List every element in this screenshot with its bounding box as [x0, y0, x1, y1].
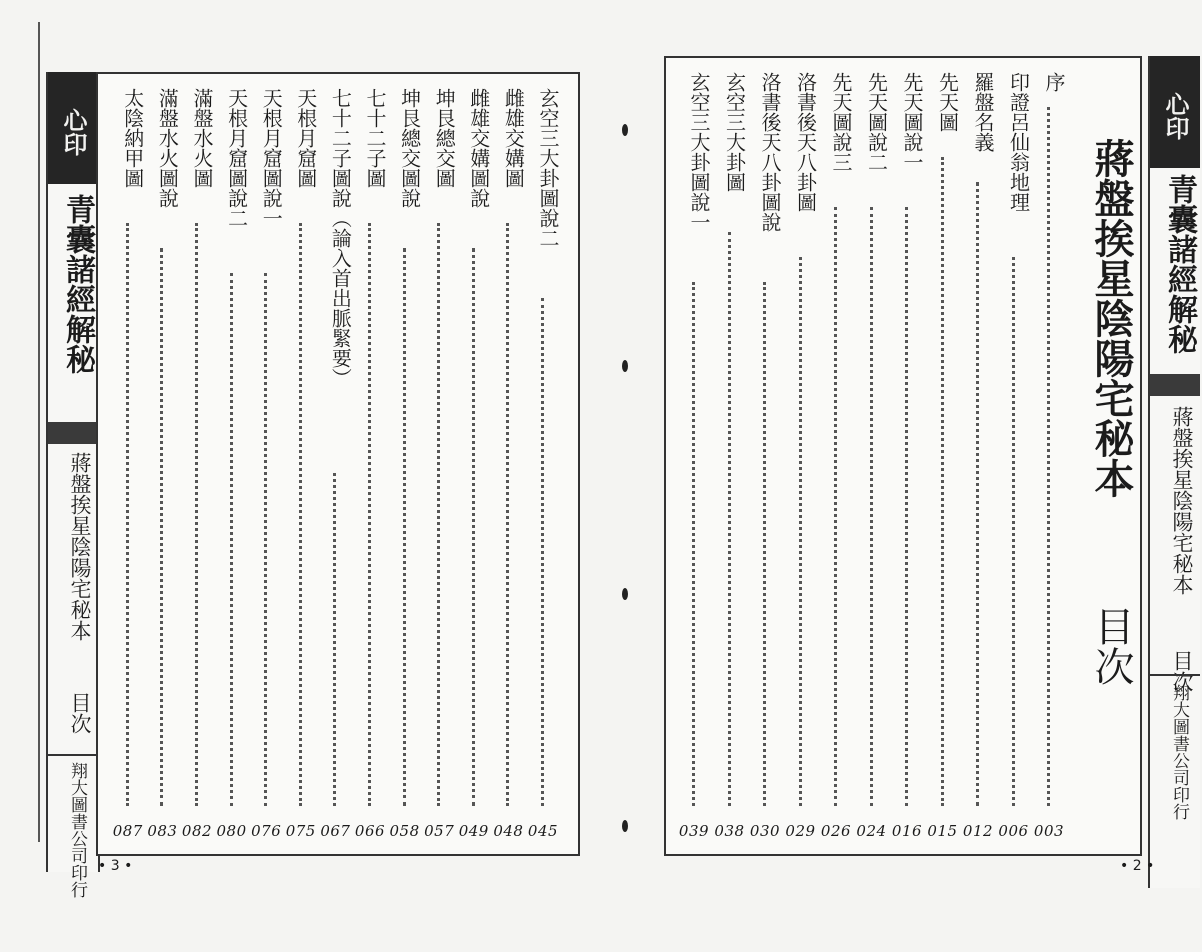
- toc-page-number: 057: [424, 822, 455, 840]
- toc-leader-dots: [403, 248, 406, 806]
- divider-bar: [48, 422, 98, 444]
- toc-entry-title: 先天圖說一: [900, 72, 924, 172]
- logo-block: [48, 72, 98, 184]
- toc-entry-title: 羅盤名義: [971, 72, 995, 152]
- binding-hole: [622, 820, 628, 832]
- toc-page-number: 048: [493, 822, 524, 840]
- toc-entry-title: 七十二子圖: [363, 88, 387, 188]
- toc-leader-dots: [941, 157, 944, 806]
- toc-leader-dots: [195, 223, 198, 806]
- toc-entry-title: 先天圖說三: [829, 72, 853, 172]
- toc-entry: [677, 58, 711, 850]
- toc-entry-title: 滿盤水火圖說: [155, 88, 180, 208]
- toc-entry: [422, 74, 456, 850]
- toc-entry: [526, 74, 560, 850]
- toc-leader-dots: [763, 282, 766, 806]
- toc-page-number: 083: [147, 822, 178, 840]
- left-page: [38, 62, 586, 898]
- toc-leader-dots: [870, 207, 873, 806]
- toc-leader-dots: [472, 248, 475, 806]
- contents-label-right: 目次: [1170, 650, 1194, 692]
- left-page-edge: [38, 22, 40, 842]
- toc-leader-dots: [333, 473, 336, 806]
- toc-entry-title: 序: [1042, 72, 1066, 92]
- toc-page-number: 024: [856, 822, 887, 840]
- toc-page-number: 058: [389, 822, 420, 840]
- toc-entry-title: 天根月窟圖說一: [259, 88, 284, 228]
- publisher-right: 翔大圖書公司印行: [1169, 684, 1189, 820]
- toc-entry: [215, 74, 249, 850]
- toc-page-number: 075: [285, 822, 316, 840]
- toc-entry-title: 坤艮總交圖: [432, 88, 457, 188]
- toc-entry-title: 滿盤水火圖: [190, 88, 214, 188]
- logo-glyphs-right: 心印: [1161, 92, 1190, 140]
- binding-hole: [622, 588, 628, 600]
- toc-entry-title: 先天圖說二: [864, 72, 889, 172]
- toc-leader-dots: [541, 298, 544, 806]
- toc-entry: [926, 58, 960, 850]
- toc-page-number: 026: [820, 822, 852, 840]
- right-page: [664, 56, 1202, 888]
- toc-page-number: 038: [714, 822, 745, 840]
- toc-page-number: 016: [891, 822, 923, 840]
- toc-entry: [457, 74, 491, 850]
- toc-entry-title: 雌雄交媾圖說: [466, 88, 491, 208]
- toc-entry: [249, 74, 283, 850]
- toc-entry-title: 洛書後天八卦圖說: [758, 72, 782, 232]
- toc-entry-title: 天根月窟圖: [293, 88, 318, 188]
- toc-entry: [318, 74, 352, 850]
- toc-page-number: 012: [962, 822, 994, 840]
- toc-entry: [855, 58, 889, 850]
- toc-page-number: 067: [320, 822, 351, 840]
- series-title-right: 青囊諸經解秘: [1162, 174, 1197, 354]
- toc-entry: [748, 58, 782, 850]
- toc-page-number: 029: [785, 822, 816, 840]
- toc-entry-title: 印證呂仙翁地理: [1006, 72, 1031, 212]
- toc-leader-dots: [506, 223, 509, 806]
- contents-label: 目次: [68, 692, 92, 734]
- book-title: 蔣盤挨星陰陽宅秘本: [68, 452, 92, 641]
- toc-leader-dots: [728, 232, 731, 806]
- toc-entry-title: 坤艮總交圖說: [397, 88, 422, 208]
- right-side-column: [1148, 56, 1200, 888]
- toc-entry: [713, 58, 747, 850]
- toc-page-number: 049: [458, 822, 489, 840]
- toc-leader-dots: [437, 223, 440, 806]
- toc-entry: [784, 58, 818, 850]
- binding-hole: [622, 360, 628, 372]
- toc-entry-title: 太陰納甲圖: [120, 88, 145, 188]
- toc-leader-dots: [368, 223, 371, 806]
- toc-entry: [353, 74, 387, 850]
- toc-entry-title: 雌雄交媾圖: [501, 88, 526, 188]
- toc-page-number: 082: [181, 822, 213, 840]
- left-side-column: [46, 72, 100, 898]
- left-contents-frame: [96, 72, 580, 856]
- page-number-left: • 3 •: [98, 858, 133, 874]
- toc-leader-dots: [799, 257, 802, 806]
- toc-leader-dots: [230, 273, 233, 806]
- toc-entry: [388, 74, 422, 850]
- toc-entry: [997, 58, 1031, 850]
- right-contents-frame: [664, 56, 1142, 856]
- toc-entry: [284, 74, 318, 850]
- toc-leader-dots: [160, 248, 163, 806]
- toc-entry: [180, 74, 214, 850]
- toc-entry-title: 玄空三大卦圖: [722, 72, 747, 192]
- toc-leader-dots: [126, 223, 129, 806]
- toc-page-number: 045: [527, 822, 559, 840]
- toc-entry: [819, 58, 853, 850]
- toc-entry-title: 洛書後天八卦圖: [793, 72, 818, 212]
- toc-page-number: 039: [678, 822, 710, 840]
- toc-leader-dots: [976, 182, 979, 806]
- series-title: 青囊諸經解秘: [60, 194, 95, 374]
- toc-entry: [111, 74, 145, 850]
- toc-leader-dots: [264, 273, 267, 806]
- book-title-right: 蔣盤挨星陰陽宅秘本: [1170, 406, 1194, 595]
- toc-entry-title: 先天圖: [935, 72, 960, 132]
- toc-leader-dots: [834, 207, 837, 806]
- toc-page-number: 066: [354, 822, 386, 840]
- toc-entry: [890, 58, 924, 850]
- toc-page-number: 006: [998, 822, 1029, 840]
- toc-entry: [961, 58, 995, 850]
- divider-bar-right: [1150, 374, 1200, 396]
- toc-page-number: 076: [251, 822, 282, 840]
- toc-leader-dots: [299, 223, 302, 806]
- toc-page-number: 003: [1033, 822, 1065, 840]
- toc-page-number: 030: [749, 822, 781, 840]
- toc-entry: [1032, 58, 1066, 850]
- page-number-right: • 2 •: [1120, 858, 1155, 874]
- toc-leader-dots: [1012, 257, 1015, 806]
- toc-leader-dots: [905, 207, 908, 806]
- toc-entry: [145, 74, 179, 850]
- toc-page-number: 015: [927, 822, 958, 840]
- publisher: 翔大圖書公司印行: [67, 762, 87, 898]
- toc-entry-title: 天根月窟圖說二: [224, 88, 249, 228]
- toc-page-number: 080: [216, 822, 247, 840]
- toc-entry-title: 七十二子圖說（論入首出脈緊要）: [328, 88, 353, 388]
- binding-hole: [622, 124, 628, 136]
- toc-entry-title: 玄空三大卦圖說一: [687, 72, 711, 232]
- toc-entry: [491, 74, 525, 850]
- toc-leader-dots: [692, 282, 695, 806]
- page-heading-contents: 目次: [1088, 606, 1134, 686]
- logo-block-right: [1150, 56, 1200, 168]
- page-heading: 蔣盤挨星陰陽宅秘本: [1088, 138, 1135, 498]
- logo-glyphs: 心印: [59, 108, 88, 156]
- toc-entry-title: 玄空三大卦圖說二: [536, 88, 560, 248]
- toc-page-number: 087: [112, 822, 143, 840]
- toc-leader-dots: [1047, 107, 1050, 806]
